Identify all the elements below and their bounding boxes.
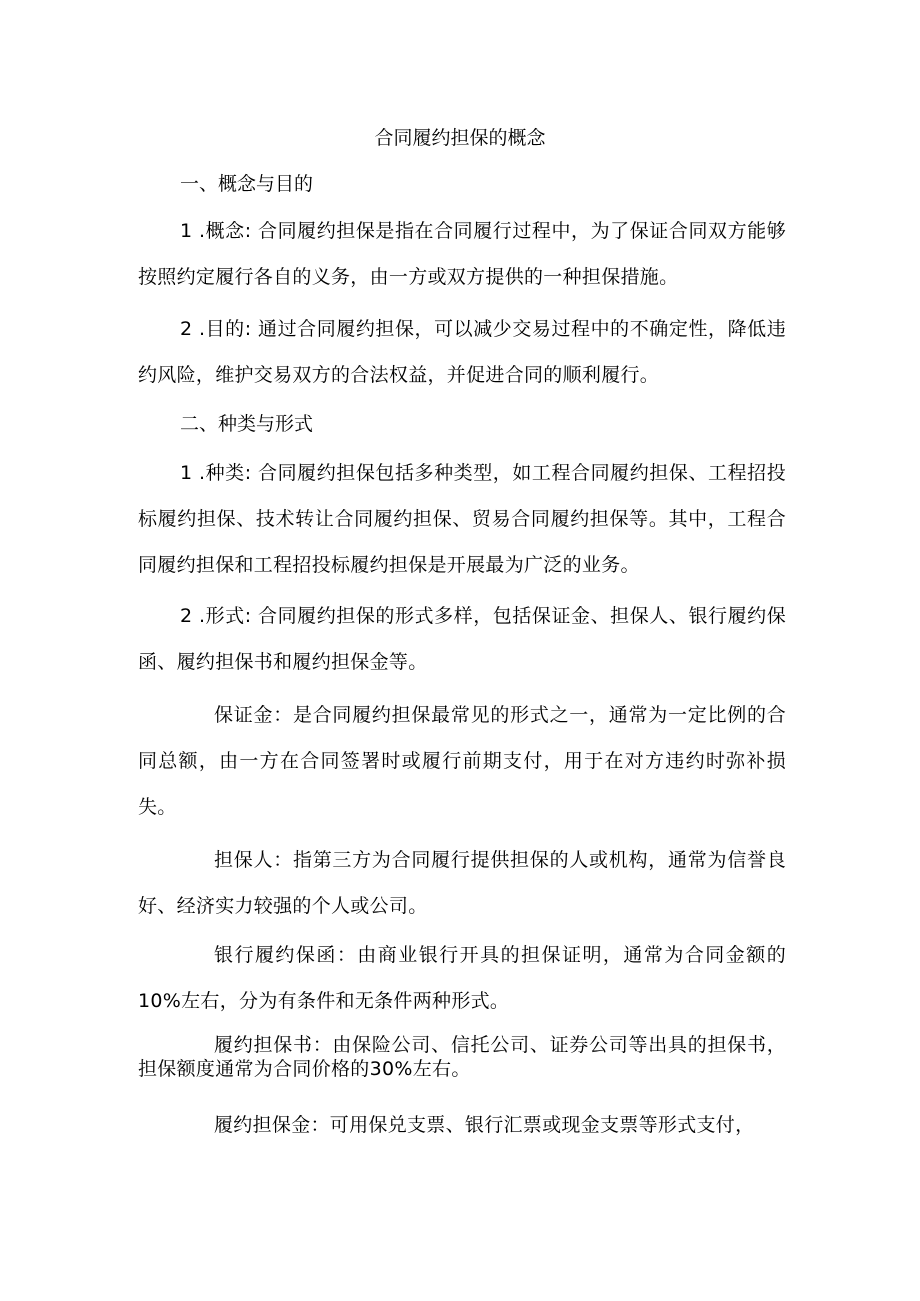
paragraph-concept: 1 .概念: 合同履约担保是指在合同履行过程中，为了保证合同双方能够按照约定履行各自的义务，由一方或双方提供的一种担保措施。 xyxy=(138,220,786,288)
paragraph-types: 1 .种类: 合同履约担保包括多种类型，如工程合同履约担保、工程招投标履约担保、技术转让合同履约担保、贸易合同履约担保等。其中，工程合同履约担保和工程招投标履约担保是开展最为广泛的业务。 xyxy=(138,462,786,576)
paragraph-deposit: 保证金：是合同履约担保最常见的形式之一，通常为一定比例的合同总额，由一方在合同签署时或履行前期支付，用于在对方违约时弥补损失。 xyxy=(138,704,786,818)
paragraph-guarantor: 担保人：指第三方为合同履行提供担保的人或机构，通常为信誉良好、经济实力较强的个人或公司。 xyxy=(138,849,786,917)
paragraph-forms: 2 .形式: 合同履约担保的形式多样，包括保证金、担保人、银行履约保函、履约担保书和履约担保金等。 xyxy=(138,605,786,673)
section-heading-types: 二、种类与形式 xyxy=(180,413,314,435)
paragraph-performance-deposit: 履约担保金：可用保兑支票、银行汇票或现金支票等形式支付， xyxy=(214,1114,755,1136)
page-title: 合同履约担保的概念 xyxy=(374,127,546,149)
paragraph-bank-guarantee: 银行履约保函：由商业银行开具的担保证明，通常为合同金额的10%左右，分为有条件和无条件两种形式。 xyxy=(138,944,786,1012)
paragraph-performance-bond: 履约担保书：由保险公司、信托公司、证券公司等出具的担保书，担保额度通常为合同价格的30%左右。 xyxy=(138,1034,786,1080)
section-heading-concept: 一、概念与目的 xyxy=(180,173,314,195)
paragraph-purpose: 2 .目的: 通过合同履约担保，可以减少交易过程中的不确定性，降低违约风险，维护交易双方的合法权益，并促进合同的顺利履行。 xyxy=(138,318,786,386)
